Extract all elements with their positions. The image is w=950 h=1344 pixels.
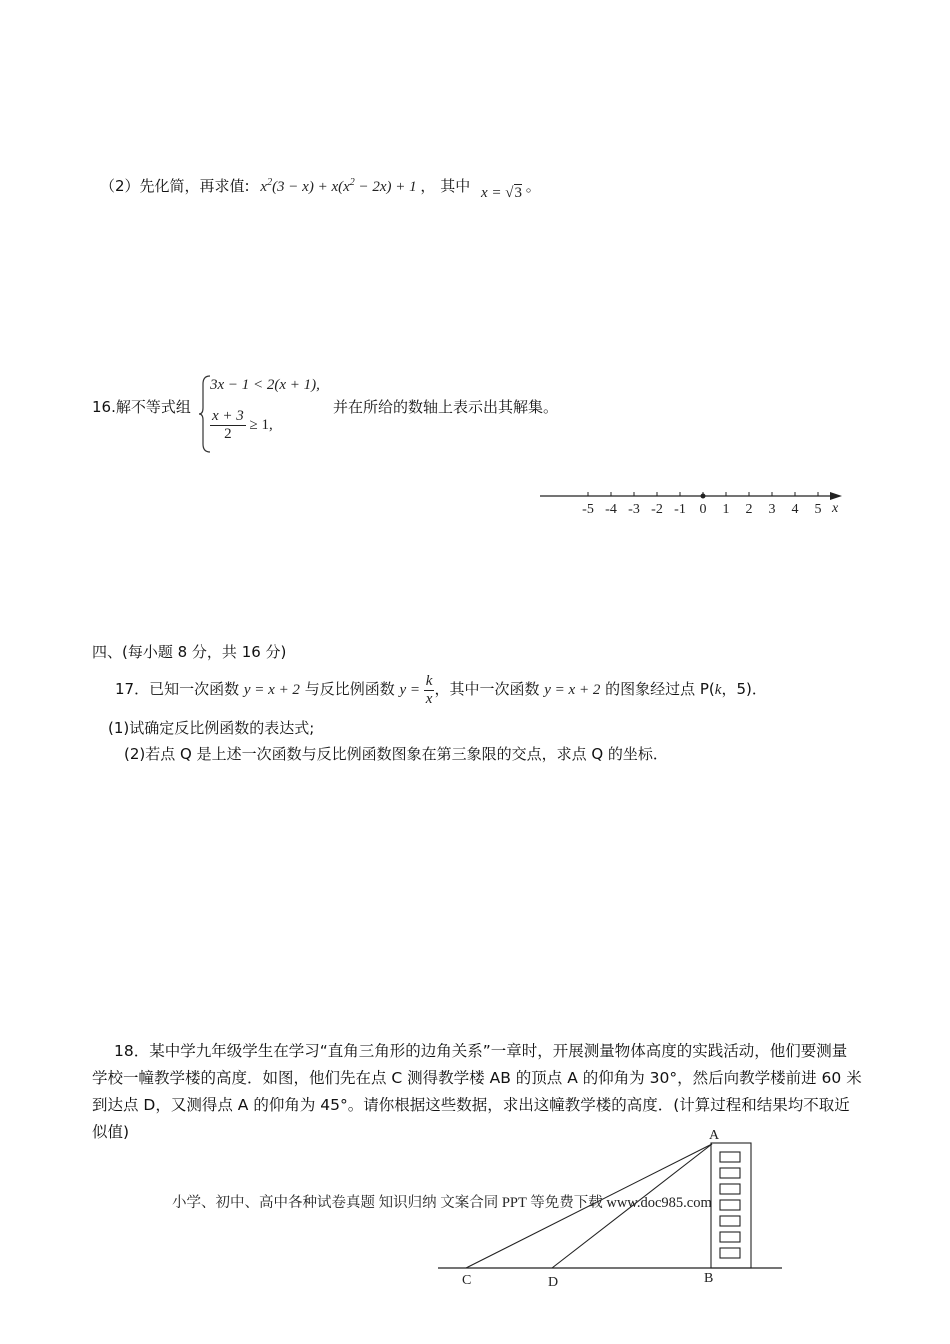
point-label-a: A [709,1128,720,1143]
linear-function-2: y = x + 2 [544,682,601,698]
inverse-function: y = $\frac{k}{x}$ [399,672,433,708]
q17-sub-1: (1)试确定反比例函数的表达式; [108,719,315,737]
q16-label: 16.解不等式组 [92,398,191,416]
q15-2-end: 。 [525,177,541,195]
q15-2-line [100,171,541,199]
linear-function: y = x + 2 [243,682,300,698]
inequality-2: $\frac{x + 3}{2}$ ≥ 1, [212,408,273,443]
building-windows [720,1152,740,1258]
tick-label: 0 [699,502,707,517]
tick-label: -4 [605,502,617,517]
tick-label: 5 [814,502,822,517]
q15-2-comma: ， [420,177,436,195]
arrow-right-icon [830,492,842,500]
tick-label: 2 [745,502,753,517]
tick-label: -5 [582,502,594,517]
tick-label: 3 [768,502,776,517]
q17-line: 17．已知一次函数 y = x + 2 与反比例函数 y = $\frac{k}{x}$ ，其中一次函数 y = x + 2 的图象经过点 P(k，5)． [115,672,767,708]
section-heading: 四、(每小题 8 分，共 16 分) [92,643,287,661]
inequality-1: 3x − 1 < 2(x + 1), [210,377,320,393]
q15-2-expression: $x^2(3 - x) + x(x^2 - 2x) + 1$ [260,177,417,195]
tick-label: -2 [651,502,663,517]
q15-2-mid: 其中 [440,177,471,195]
tick-label: -3 [628,502,640,517]
q17-sub-2: (2)若点 Q 是上述一次函数与反比例函数图象在第三象限的交点，求点 Q 的坐标． [124,745,668,763]
q18-text: 18．某中学九年级学生在学习“直角三角形的边角关系”一章时，开展测量物体高度的实践活动，他们要测量学校一幢教学楼的高度．如图，他们先在点 C 测得教学楼 AB 的顶点 A 的仰角为 30°，然后向教学楼前进 60 米到达点 D，又测得点 A 的仰角为 45°。请你根据这些数据，求出这幢教学楼的高度．(计算过程和结果均不取近似值) [92,1042,862,1141]
number-line [530,482,850,522]
tick-label: 1 [722,502,730,517]
tick-label: 4 [791,502,799,517]
point-label-b: B [704,1271,714,1286]
q15-2-condition: x = √3 [481,185,523,201]
point-label-c: C [462,1273,472,1288]
point-label-d: D [548,1275,559,1290]
footer-text: 小学、初中、高中各种试卷真题 知识归纳 文案合同 PPT 等免费下载 www.doc985.com [172,1195,712,1211]
axis-label-x: x [832,501,839,516]
tick-label: -1 [674,502,686,517]
q15-2-prefix: （2）先化简，再求值: [100,177,250,195]
q16-instruction: 并在所给的数轴上表示出其解集。 [333,398,559,416]
